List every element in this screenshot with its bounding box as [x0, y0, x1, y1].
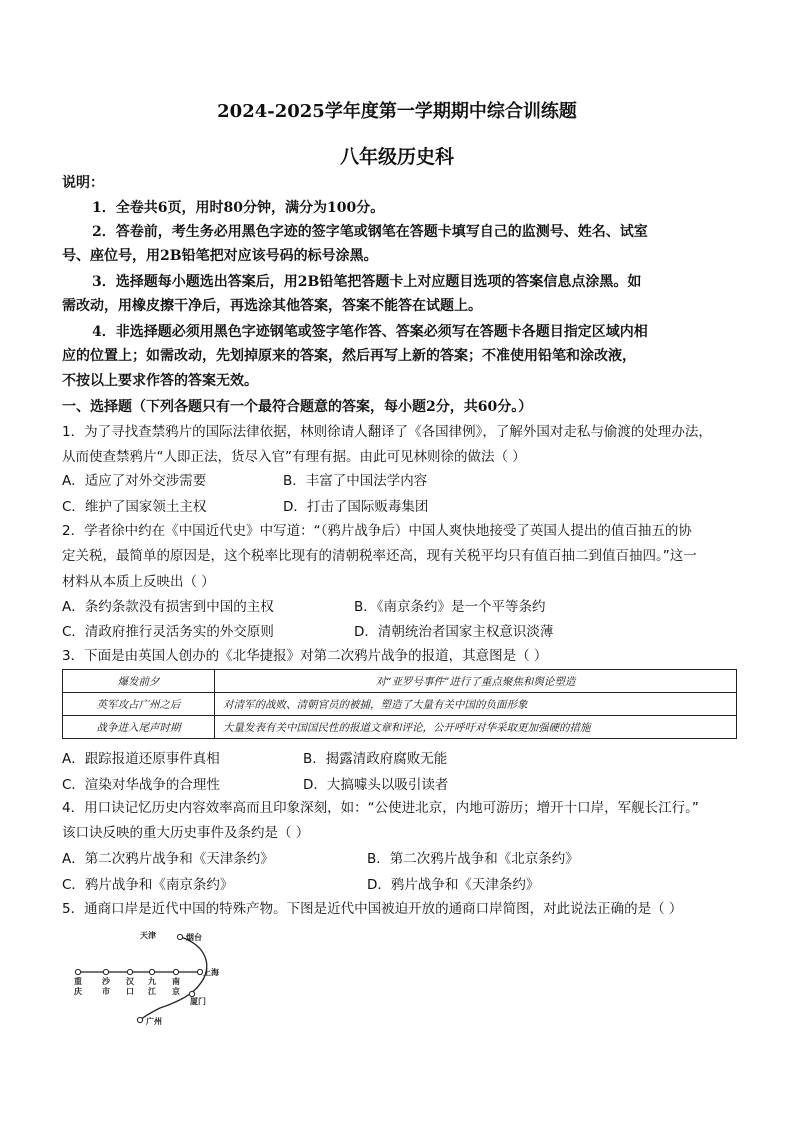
exam-subtitle: 八年级历史科 [339, 146, 454, 168]
port-marker-shashi [103, 969, 108, 974]
question-stem: 材料从本质上反映出（ ） [62, 574, 215, 590]
map-label-chongqing: 重庆 [74, 976, 82, 996]
question-stem: 3．下面是由英国人创办的《北华捷报》对第二次鸦片战争的报道，其意图是（ ） [62, 648, 548, 664]
table-cell: 对清军的战败、清朝官员的被捕，塑造了大量有关中国的负面形象 [215, 693, 737, 716]
treaty-ports-map [60, 924, 230, 1030]
map-label-hankou: 汉口 [126, 976, 134, 996]
instructions-label: 说明： [62, 175, 104, 191]
section-heading: 一、选择题（下列各题只有一个最符合题意的答案，每小题2分，共60分。） [62, 399, 533, 415]
map-label-jiujiang: 九江 [148, 976, 156, 996]
option-d: D．打击了国际贩毒集团 [283, 499, 429, 515]
question-stem: 1．为了寻找查禁鸦片的国际法律依据，林则徐请人翻译了《各国律例》，了解外国对走私与偷渡的处理办法， [62, 424, 712, 440]
instruction-line: 1．全卷共6页，用时80分钟，满分为100分。 [92, 200, 385, 216]
option-d: D．鸦片战争和《天津条约》 [367, 877, 540, 893]
instruction-line: 2．答卷前，考生务必用黑色字迹的签字笔或钢笔在答题卡填写自己的监测号、姓名、试室 [92, 224, 648, 240]
instruction-line: 需改动，用橡皮擦干净后，再选涂其他答案，答案不能答在试题上。 [62, 298, 482, 314]
port-marker-yantai [177, 934, 182, 939]
question-stem: 该口诀反映的重大历史事件及条约是（ ） [62, 825, 310, 841]
option-a: A．第二次鸦片战争和《天津条约》 [62, 851, 274, 867]
option-d: D．清朝统治者国家主权意识淡薄 [354, 624, 554, 640]
table-row [63, 693, 737, 716]
option-a: A．条约条款没有损害到中国的主权 [62, 599, 274, 615]
port-marker-nanjing [173, 969, 178, 974]
port-marker-guangzhou [137, 1017, 142, 1022]
instruction-line: 4．非选择题必须用黑色字迹钢笔或签字笔作答、答案必须写在答题卡各题目指定区域内相 [92, 324, 648, 340]
option-c: C．清政府推行灵活务实的外交原则 [62, 624, 274, 640]
question-stem: 4．用口诀记忆历史内容效率高而且印象深刻，如：“公使进北京，内地可游历；增开十口岸，军舰长江行。” [62, 800, 699, 816]
port-marker-shanghai [197, 969, 202, 974]
option-d: D．大搞噱头以吸引读者 [303, 777, 449, 793]
port-marker-hankou [127, 969, 132, 974]
question-stem: 从而使查禁鸦片“人即正法，货尽入官”有理有据。由此可见林则徐的做法（ ） [62, 449, 526, 465]
instruction-line: 3．选择题每小题选出答案后，用2B铅笔把答题卡上对应题目选项的答案信息点涂黑。如 [92, 274, 642, 290]
option-a: A．跟踪报道还原事件真相 [62, 751, 220, 767]
table-cell: 英军攻占广州之后 [63, 693, 215, 716]
port-marker-jiujiang [149, 969, 154, 974]
question-stem: 定关税，最简单的原因是，这个税率比现有的清朝税率还高，现有关税平均只有值百抽二到值百抽四。”这一 [62, 548, 697, 564]
option-a: A．适应了对外交涉需要 [62, 473, 207, 489]
map-label-shanghai: 上海 [203, 967, 219, 977]
map-label-guangzhou: 广州 [146, 1016, 162, 1026]
option-c: C．渲染对华战争的合理性 [62, 777, 220, 793]
option-b: B．丰富了中国法学内容 [283, 473, 428, 489]
map-label-nanjing: 南京 [172, 976, 180, 996]
vertical-port-labels [74, 976, 180, 996]
option-b: B．第二次鸦片战争和《北京条约》 [367, 851, 579, 867]
map-label-shashi: 沙市 [102, 976, 110, 996]
port-marker-chongqing [75, 969, 80, 974]
question-stem: 2．学者徐中约在《中国近代史》中写道：“（鸦片战争后）中国人爽快地接受了英国人提出的值百抽五的协 [62, 523, 692, 539]
map-label-yantai: 烟台 [186, 932, 202, 942]
map-label-xiamen: 厦门 [190, 996, 206, 1006]
table-cell: 大量发表有关中国国民性的报道文章和评论，公开呼吁对华采取更加强硬的措施 [215, 716, 737, 739]
table-cell: 战争进入尾声时期 [63, 716, 215, 739]
instruction-line: 不按以上要求作答的答案无效。 [62, 373, 258, 389]
table-row [63, 716, 737, 739]
question-stem: 5．通商口岸是近代中国的特殊产物。下图是近代中国被迫开放的通商口岸简图，对此说法正确的是（ ） [62, 901, 683, 917]
instruction-line: 应的位置上；如需改动，先划掉原来的答案，然后再写上新的答案；不准使用铅笔和涂改液， [62, 348, 636, 364]
instruction-line: 号、座位号，用2B铅笔把对应该号码的标号涂黑。 [62, 248, 378, 264]
table-cell: 对“亚罗号事件”进行了重点聚焦和舆论塑造 [215, 670, 737, 693]
table-cell: 爆发前夕 [63, 670, 215, 693]
option-b: B．揭露清政府腐败无能 [303, 751, 448, 767]
option-c: C．维护了国家领土主权 [62, 499, 207, 515]
map-label-tianjin: 天津 [140, 930, 156, 940]
option-c: C．鸦片战争和《南京条约》 [62, 877, 234, 893]
news-report-table [62, 669, 737, 739]
exam-title: 2024-2025学年度第一学期期中综合训练题 [217, 101, 577, 122]
table-row [63, 670, 737, 693]
option-b: B．《南京条约》是一个平等条约 [354, 599, 546, 615]
